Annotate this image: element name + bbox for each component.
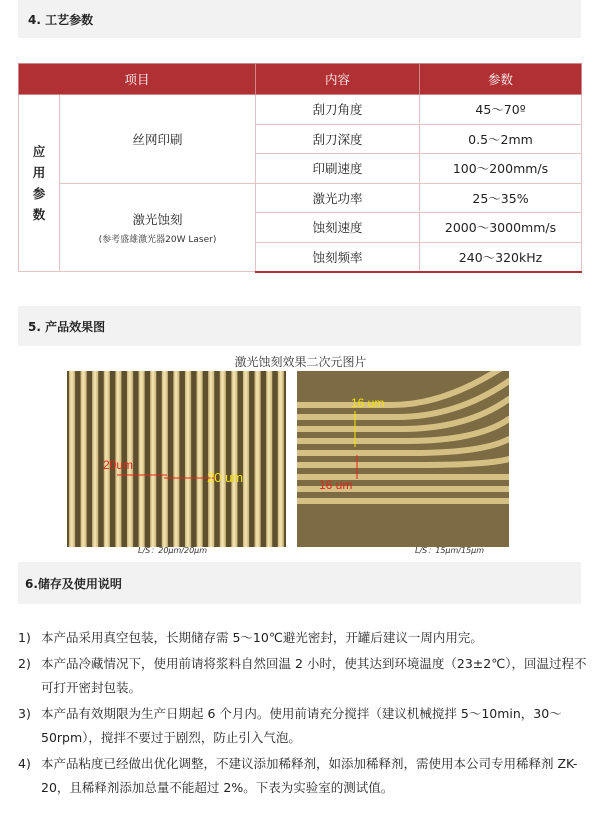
- table-row: [19, 183, 582, 213]
- header-item: 项目: [19, 64, 256, 95]
- section-4-heading: 4. 工艺参数: [18, 0, 581, 38]
- micrograph-straight-lines: [67, 371, 286, 547]
- list-item: 4) 本产品粘度已经做出优化调整，不建议添加稀释剂，如添加稀释剂，需使用本公司专用稀释剂 ZK-20，且稀释剂添加总量不能超过 2%。下表为实验室的测试值。: [18, 756, 578, 795]
- group-laser-etching: 激光蚀刻 (参考盛雄激光器20W Laser): [60, 183, 256, 272]
- param-cell: 0.5～2mm: [420, 124, 582, 154]
- param-cell: 100～200mm/s: [420, 154, 582, 184]
- curved-lines-image: [297, 371, 509, 547]
- left-red-measure-label: 20um: [103, 458, 134, 472]
- header-param: 参数: [420, 64, 582, 95]
- left-scale-label: L/S：20μm/20μm: [138, 546, 208, 555]
- list-item: 1) 本产品采用真空包装，长期储存需 5～10℃避光密封，开罐后建议一周内用完。: [18, 630, 483, 645]
- param-cell: 45～70º: [420, 95, 582, 125]
- process-parameters-table: [18, 63, 582, 273]
- list-item: 3) 本产品有效期限为生产日期起 6 个月内。使用前请充分搅拌（建议机械搅拌 5～10min，30～50rpm），搅拌不要过于剧烈，防止引入气泡。: [18, 706, 562, 745]
- micrograph-curved-lines: [297, 371, 509, 547]
- list-item: 2) 本产品冷藏情况下，使用前请将浆料自然回温 2 小时，使其达到环境温度（23±2℃），回温过程不可打开密封包装。: [18, 656, 587, 695]
- right-scale-label: L/S：15μm/15μm: [415, 546, 485, 555]
- content-cell: 激光功率: [256, 183, 420, 213]
- laser-reference-note: (参考盛雄激光器20W Laser): [98, 234, 217, 245]
- vertical-label-cell: 应 用 参 数: [19, 95, 60, 272]
- straight-lines-image: [67, 371, 286, 547]
- storage-usage-notes: [18, 626, 588, 802]
- left-yellow-measure-label: 20 um: [207, 470, 244, 485]
- figure-caption: 激光蚀刻效果二次元图片: [234, 355, 367, 369]
- section-6-heading: 6.储存及使用说明: [18, 562, 581, 604]
- table-header-row: [19, 64, 582, 95]
- group-screen-printing: 丝网印刷: [60, 95, 256, 184]
- header-content: 内容: [256, 64, 420, 95]
- param-cell: 2000～3000mm/s: [420, 213, 582, 243]
- content-cell: 印刷速度: [256, 154, 420, 184]
- right-yellow-measure-label: 16 um: [351, 396, 385, 410]
- content-cell: 刮刀深度: [256, 124, 420, 154]
- content-cell: 刮刀角度: [256, 95, 420, 125]
- content-cell: 蚀刻速度: [256, 213, 420, 243]
- right-red-measure-label: 16 um: [319, 478, 353, 492]
- content-cell: 蚀刻频率: [256, 242, 420, 272]
- param-cell: 25～35%: [420, 183, 582, 213]
- section-5-heading: 5. 产品效果图: [18, 306, 581, 346]
- param-cell: 240～320kHz: [420, 242, 582, 272]
- table-row: [19, 95, 582, 125]
